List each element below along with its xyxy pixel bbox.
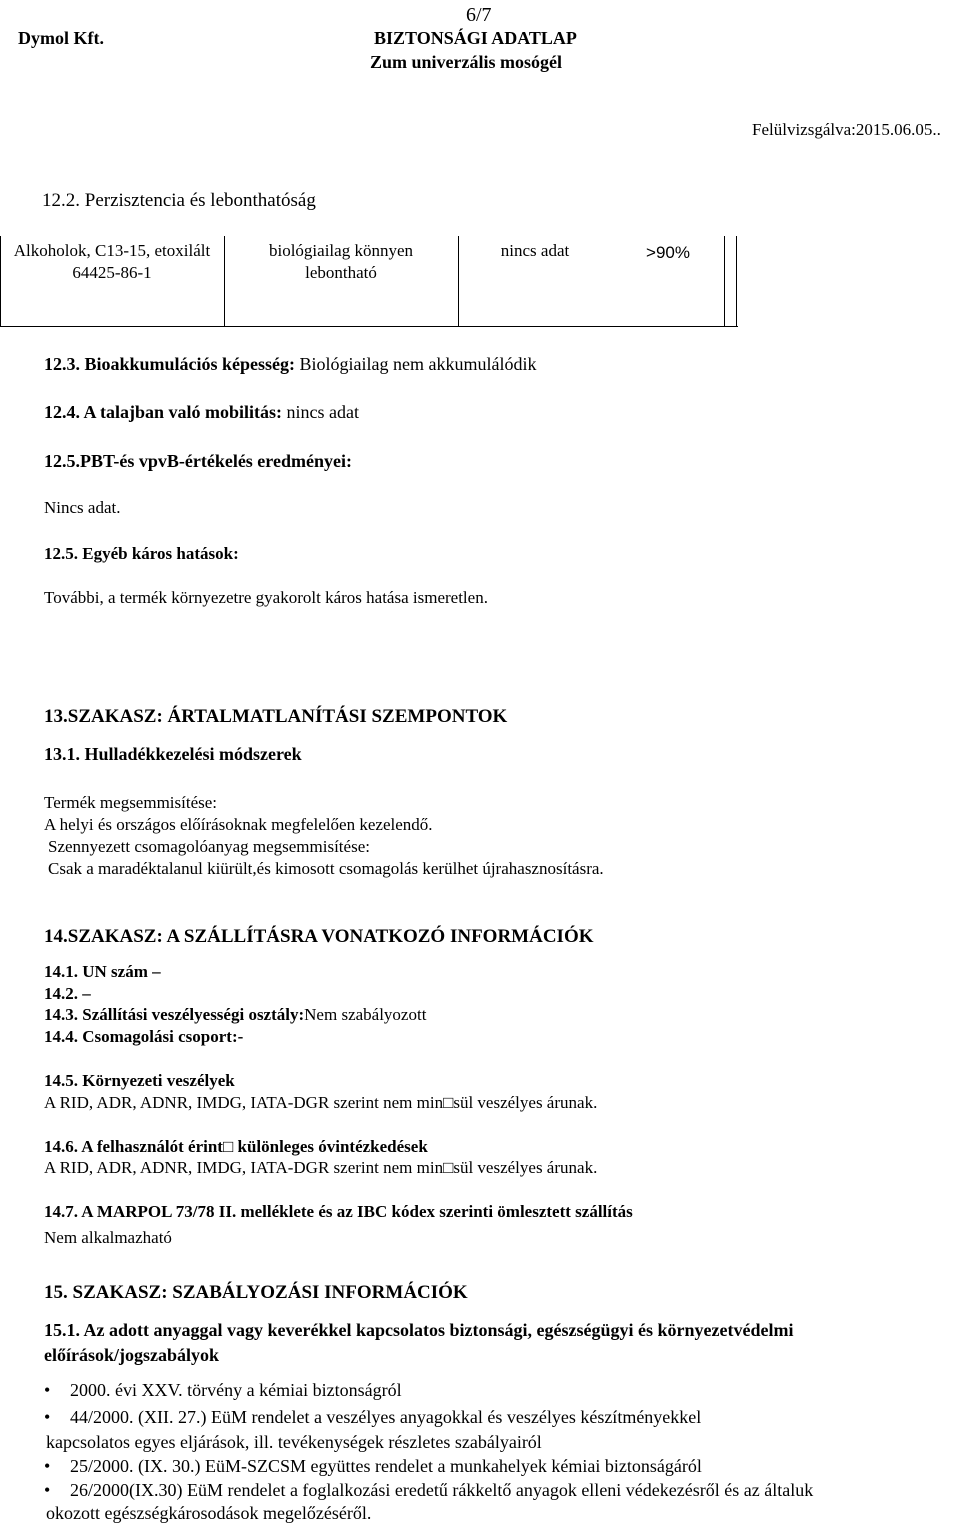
section-15-heading: 15. SZAKASZ: SZABÁLYOZÁSI INFORMÁCIÓK [44,1282,468,1303]
section-15-1-line-2: előírások/jogszabályok [44,1345,220,1365]
section-14-3 [44,1005,426,1025]
section-13-line-1: Termék megsemmisítése: [44,793,218,812]
company-name: Dymol Kft. [18,28,104,48]
section-13-line-2: A helyi és országos előírásoknak megfelelően kezelendő. [44,815,433,834]
section-12-3-value: Biológiailag nem akkumulálódik [295,354,537,374]
section-12-5-other-label: 12.5. Egyéb káros hatások: [44,544,239,563]
section-14-5-text: A RID, ADR, ADNR, IMDG, IATA-DGR szerint nem min□sül veszélyes árunak. [44,1093,598,1112]
regulation-item: • 2000. évi XXV. törvény a kémiai biztonságról [70,1380,402,1401]
regulation-item-continuation: kapcsolatos egyes eljárások, ill. tevékenységek részletes szabályairól [46,1432,542,1452]
section-14-6-label: 14.6. A felhasználót érint□ különleges óvintézkedések [44,1137,428,1156]
table-bottom-border [0,326,738,327]
document-title: BIZTONSÁGI ADATLAP [374,28,577,48]
section-12-3 [44,354,537,375]
section-14-7-label: 14.7. A MARPOL 73/78 II. melléklete és az IBC kódex szerinti ömlesztett szállítás [44,1202,633,1221]
section-15-1-line-1: 15.1. Az adott anyaggal vagy keverékkel kapcsolatos biztonsági, egészségügyi és környezetvédelmi [44,1320,794,1340]
table-divider-3 [724,236,725,327]
regulation-item-continuation: okozott egészségkárosodások megelőzéséről. [46,1503,372,1523]
section-14-1: 14.1. UN szám – [44,962,161,981]
section-14-4: 14.4. Csomagolási csoport:- [44,1027,244,1046]
section-12-5-other-value: További, a termék környezetre gyakorolt káros hatása ismeretlen. [44,588,488,607]
section-12-5-pbt-label: 12.5.PBT-és vpvB-értékelés eredményei: [44,451,352,471]
section-14-5-label: 14.5. Környezeti veszélyek [44,1071,235,1090]
section-14-7-text: Nem alkalmazható [44,1228,172,1247]
section-12-4-value: nincs adat [282,402,360,422]
section-12-3-label: 12.3. Bioakkumulációs képesség: [44,354,296,374]
table-right-border [736,236,737,327]
section-12-5-pbt-value: Nincs adat. [44,498,121,517]
revision-date: Felülvizsgálva:2015.06.05.. [752,120,941,139]
section-14-3-value: Nem szabályozott [304,1005,427,1024]
section-13-line-4: Csak a maradéktalanul kiürült,és kimosott csomagolás kerülhet újrahasznosításra. [48,859,604,878]
table-cell-data: nincs adat [500,241,570,260]
section-13-1-heading: 13.1. Hulladékkezelési módszerek [44,744,302,764]
regulation-item: • 25/2000. (IX. 30.) EüM-SZCSM együttes rendelet a munkahelyek kémiai biztonságáról [70,1456,702,1477]
cas-number: 64425-86-1 [72,263,152,282]
table-cell-degradability [224,240,458,284]
section-13-heading: 13.SZAKASZ: ÁRTALMATLANÍTÁSI SZEMPONTOK [44,706,508,727]
regulation-item: • 26/2000(IX.30) EüM rendelet a foglalkozási eredetű rákkeltő anyagok elleni védekezésről és az általuk [70,1480,813,1501]
section-14-heading: 14.SZAKASZ: A SZÁLLÍTÁSRA VONATKOZÓ INFORMÁCIÓK [44,926,594,947]
regulation-item: • 44/2000. (XII. 27.) EüM rendelet a veszélyes anyagokkal és veszélyes készítményekkel [70,1407,701,1428]
degradability-line-1: biológiailag könnyen [268,241,413,260]
table-cell-percent: >90% [646,243,690,262]
substance-name: Alkoholok, C13-15, etoxilált [13,241,211,260]
section-12-4 [44,402,359,423]
product-name: Zum univerzális mosógél [370,52,562,72]
page-number: 6/7 [466,4,492,26]
section-14-3-label: 14.3. Szállítási veszélyességi osztály: [44,1005,305,1024]
section-12-2-heading: 12.2. Perzisztencia és lebonthatóság [42,190,316,211]
section-14-6-text: A RID, ADR, ADNR, IMDG, IATA-DGR szerint nem min□sül veszélyes árunak. [44,1158,598,1177]
section-12-4-label: 12.4. A talajban való mobilitás: [44,402,283,422]
table-cell-substance [0,240,224,284]
section-14-2: 14.2. – [44,984,91,1003]
degradability-line-2: lebontható [305,263,377,282]
section-13-line-3: Szennyezett csomagolóanyag megsemmisítése: [48,837,370,856]
